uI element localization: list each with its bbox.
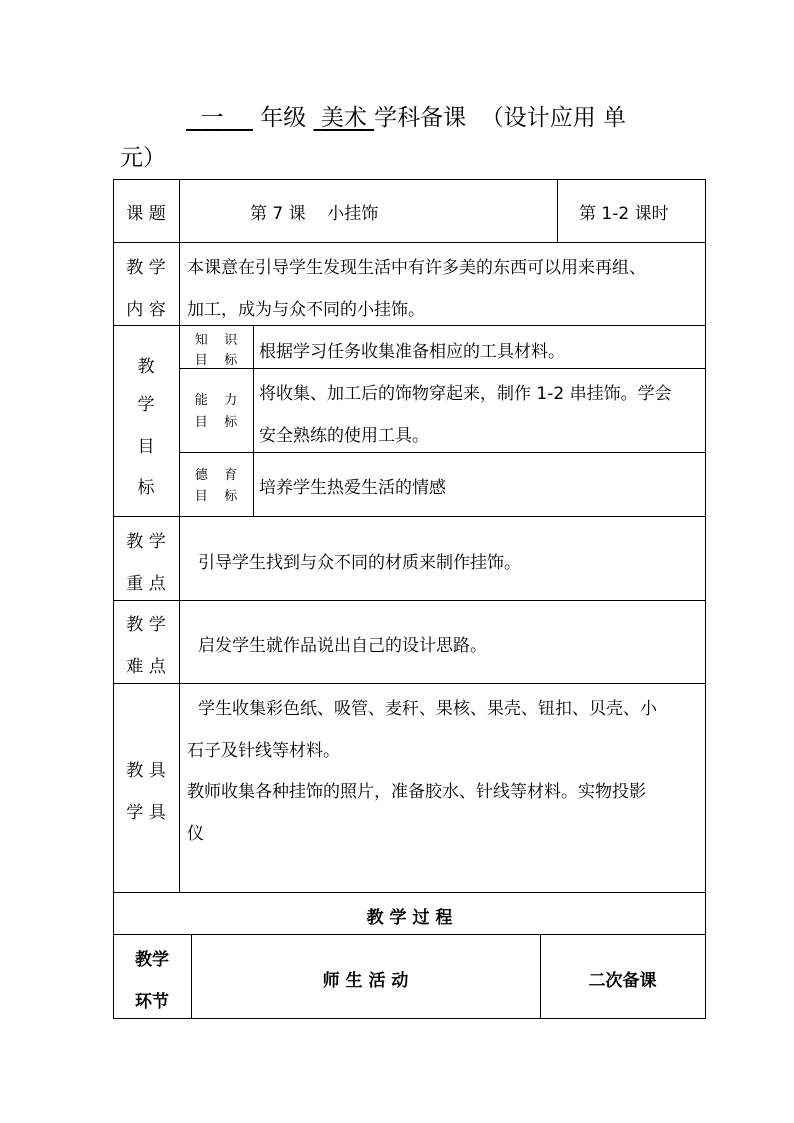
difficulty-label-2: 难 点 (126, 657, 166, 677)
unit-text: （设计应用 单 (480, 105, 627, 131)
content-label-2: 内 容 (126, 300, 166, 320)
document-title (120, 100, 720, 136)
content-label-1: 教 学 (126, 258, 166, 278)
key-text: 引导学生找到与众不同的材质来制作挂饰。 (198, 553, 521, 573)
key-label-2: 重 点 (126, 574, 166, 594)
topic-value: 第 7 课 小挂饰 (250, 204, 379, 224)
tools-line-2: 石子及针线等材料。 (187, 741, 340, 761)
goals-label-2: 学 (137, 395, 155, 415)
tools-label-1: 教 具 (126, 761, 166, 781)
moral-sub-1: 德 育 (194, 468, 238, 483)
goals-label-1: 教 (137, 357, 155, 377)
grade-field: 一 (200, 105, 224, 131)
knowledge-goal-text: 根据学习任务收集准备相应的工具材料。 (259, 342, 565, 362)
process-col1-2: 环节 (135, 992, 169, 1012)
knowledge-sub-2: 目 标 (194, 353, 238, 368)
tools-line-3: 教师收集各种挂饰的照片，准备胶水、针线等材料。实物投影 (187, 782, 646, 802)
lesson-plan-table (113, 179, 706, 1019)
ability-goal-text-2: 安全熟练的使用工具。 (259, 426, 429, 446)
unit-text-cont: 元） (120, 145, 166, 171)
key-label-1: 教 学 (126, 532, 166, 552)
tools-line-1: 学生收集彩色纸、吸管、麦秆、果核、果壳、钮扣、贝壳、小 (198, 699, 657, 719)
grade-suffix: 年级 (260, 105, 307, 131)
goals-label-3: 目 (137, 437, 155, 457)
subject-field: 美术 (320, 105, 367, 131)
difficulty-label-1: 教 学 (126, 615, 166, 635)
difficulty-text: 启发学生就作品说出自己的设计思路。 (198, 636, 487, 656)
process-title: 教 学 过 程 (366, 908, 453, 928)
tools-line-4: 仪 (187, 824, 204, 844)
topic-label: 课 题 (126, 204, 166, 224)
moral-goal-text: 培养学生热爱生活的情感 (259, 478, 446, 498)
goals-label-4: 标 (137, 478, 155, 498)
moral-sub-2: 目 标 (194, 489, 238, 504)
process-col1-1: 教学 (135, 950, 169, 970)
ability-sub-1: 能 力 (194, 393, 238, 408)
period-value: 第 1-2 课时 (579, 204, 669, 224)
tools-label-2: 学 具 (126, 803, 166, 823)
knowledge-sub-1: 知 识 (194, 333, 238, 348)
subject-suffix: 学科备课 (374, 105, 467, 131)
ability-sub-2: 目 标 (194, 415, 238, 430)
content-line-2: 加工，成为与众不同的小挂饰。 (187, 300, 425, 320)
content-line-1: 本课意在引导学生发现生活中有许多美的东西可以用来再组、 (187, 258, 646, 278)
ability-goal-text-1: 将收集、加工后的饰物穿起来，制作 1-2 串挂饰。学会 (259, 384, 672, 404)
process-col3: 二次备课 (588, 971, 657, 991)
process-col2: 师 生 活 动 (322, 971, 409, 991)
